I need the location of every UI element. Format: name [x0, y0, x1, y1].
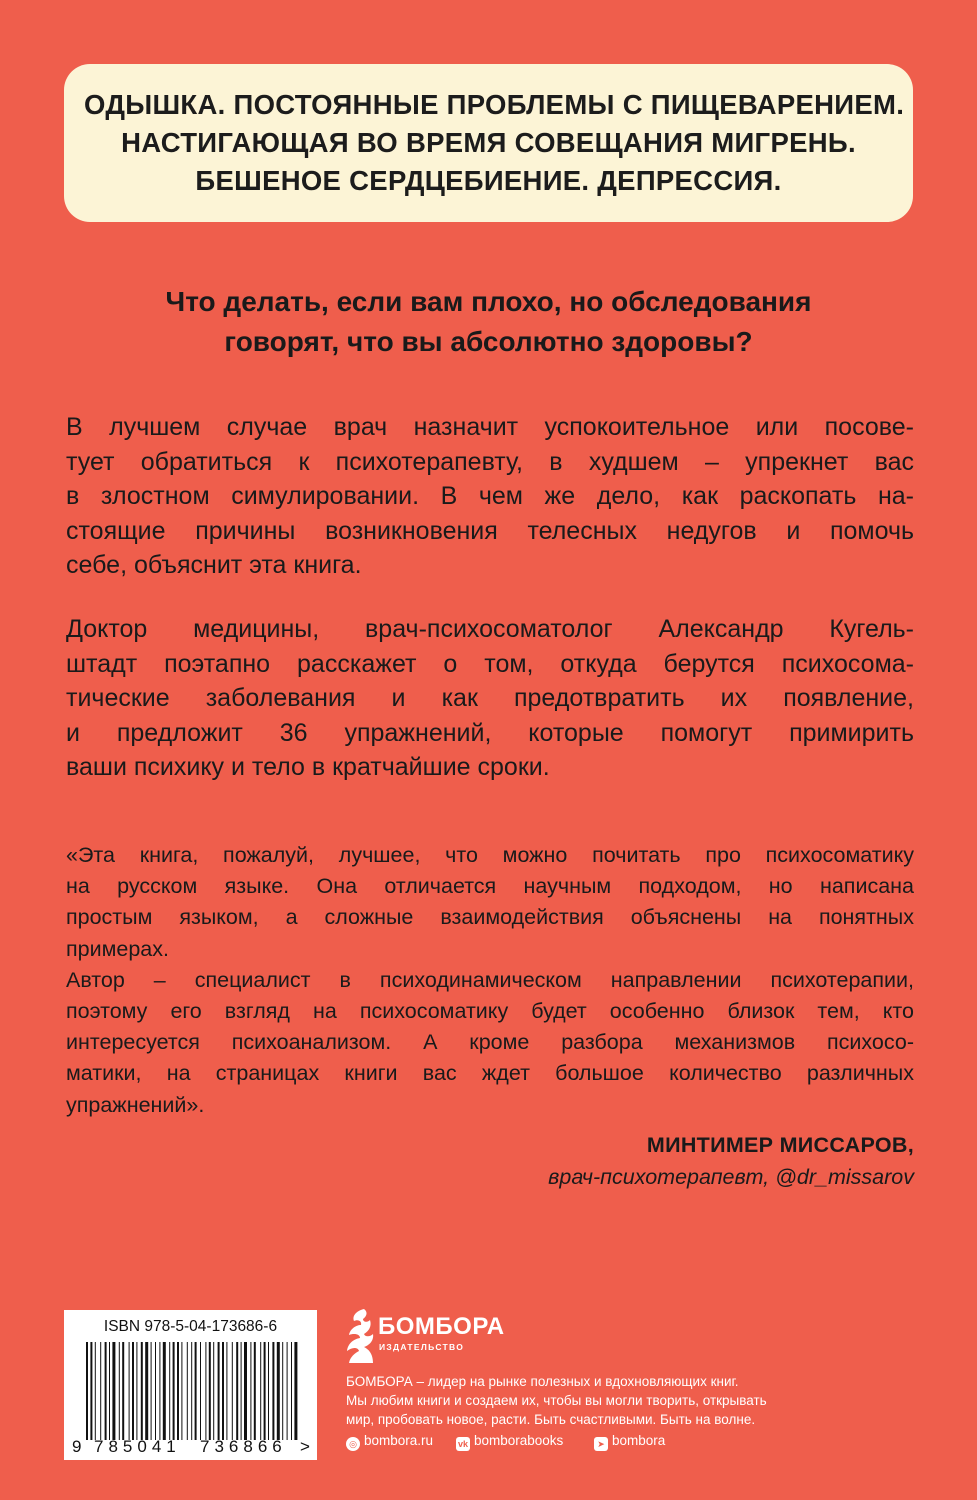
quote-line: простым языком, а сложные взаимодействия объяснены на понятных	[66, 905, 914, 930]
publisher-description-line: Мы любим книги и создаем их, чтобы вы могли творить, открывать	[346, 1393, 767, 1408]
paragraph-line: Доктор медицины, врач-психосоматолог Александр Кугель-	[66, 615, 914, 643]
paragraph-line: в злостном симулировании. В чем же дело, как раскопать на-	[66, 482, 914, 510]
quote-line: «Эта книга, пожалуй, лучшее, что можно почитать про психосоматику	[66, 843, 914, 867]
paragraph-line: ваши психику и тело в кратчайшие сроки.	[66, 753, 550, 781]
bombora-wave-icon	[346, 1307, 376, 1365]
publisher-logo	[346, 1307, 516, 1367]
quote-line: на русском языке. Она отличается научным подходом, но написана	[66, 874, 914, 899]
callout-line: ОДЫШКА. ПОСТОЯННЫЕ ПРОБЛЕМЫ С ПИЩЕВАРЕНИЕМ.	[84, 89, 905, 120]
paragraph-line: В лучшем случае врач назначит успокоительное или посове-	[66, 413, 914, 441]
barcode-bars	[86, 1342, 299, 1440]
publisher-description-line: мир, пробовать новое, расти. Быть счастливыми. Быть на волне.	[346, 1412, 756, 1427]
quote-line: поэтому его взгляд на психосоматику будет особенно близок тем, кто	[66, 999, 914, 1024]
quote-line: интересуется психоанализом. А кроме разбора механизмов психосо-	[66, 1030, 914, 1055]
review-quote	[66, 840, 914, 1121]
paragraph-line: себе, объяснит эта книга.	[66, 551, 362, 579]
isbn-label: ISBN 978-5-04-173686-6	[103, 1318, 278, 1335]
paragraph-line: стоящие причины возникновения телесных недугов и помочь	[66, 516, 914, 545]
social-telegram-link[interactable]	[594, 1432, 665, 1451]
callout-line: НАСТИГАЮЩАЯ ВО ВРЕМЯ СОВЕЩАНИЯ МИГРЕНЬ.	[121, 127, 856, 158]
quote-line: примерах.	[66, 936, 169, 961]
quote-line: упражнений».	[66, 1092, 205, 1117]
description-paragraph-1	[66, 410, 914, 583]
barcode-digit-lead: 9	[72, 1437, 82, 1456]
social-vk-link[interactable]	[456, 1432, 563, 1451]
description-paragraph-2	[66, 612, 914, 785]
paragraph-line: тические заболевания и как предотвратить их появление,	[66, 684, 914, 712]
paragraph-line: и предложит 36 упражнений, которые помогут примирить	[66, 718, 914, 747]
publisher-subtitle: ИЗДАТЕЛЬСТВО	[379, 1342, 465, 1352]
quote-line: Автор – специалист в психодинамическом направлении психотерапии,	[66, 967, 914, 992]
quote-line: матики, на страницах книги вас ждет большое количество различных	[66, 1061, 914, 1086]
social-label: bombora	[612, 1433, 666, 1448]
question-line: Что делать, если вам плохо, но обследования	[165, 286, 812, 317]
publisher-description	[346, 1372, 796, 1429]
paragraph-line: тует обратиться к психотерапевту, в худшем – упрекнет вас	[66, 447, 914, 476]
publisher-description-line: БОМБОРА – лидер на рынке полезных и вдохновляющих книг.	[346, 1374, 739, 1389]
barcode-digits-right: 736866	[200, 1437, 287, 1456]
barcode-digits-left: 785041	[94, 1437, 181, 1456]
telegram-icon: ➤	[594, 1437, 608, 1451]
vk-icon: vk	[457, 1439, 468, 1449]
social-label: bombora.ru	[364, 1433, 434, 1448]
social-label: bomborabooks	[474, 1433, 564, 1448]
headline-callout	[64, 64, 913, 222]
publisher-name: БОМБОРА	[378, 1313, 505, 1340]
globe-icon: ◎	[346, 1437, 360, 1451]
barcode-box	[64, 1310, 317, 1460]
barcode-digit-tail: >	[300, 1437, 310, 1456]
paragraph-line: штадт поэтапно расскажет о том, откуда берутся психосома-	[66, 649, 914, 678]
callout-line: БЕШЕНОЕ СЕРДЦЕБИЕНИЕ. ДЕПРЕССИЯ.	[195, 165, 782, 196]
question-line: говорят, что вы абсолютно здоровы?	[224, 326, 753, 357]
quote-author-name: МИНТИМЕР МИССАРОВ,	[646, 1133, 914, 1157]
quote-author-role: врач-психотерапевт, @dr_missarov	[548, 1165, 914, 1189]
social-website-link[interactable]	[346, 1432, 433, 1451]
lead-question	[40, 282, 937, 362]
